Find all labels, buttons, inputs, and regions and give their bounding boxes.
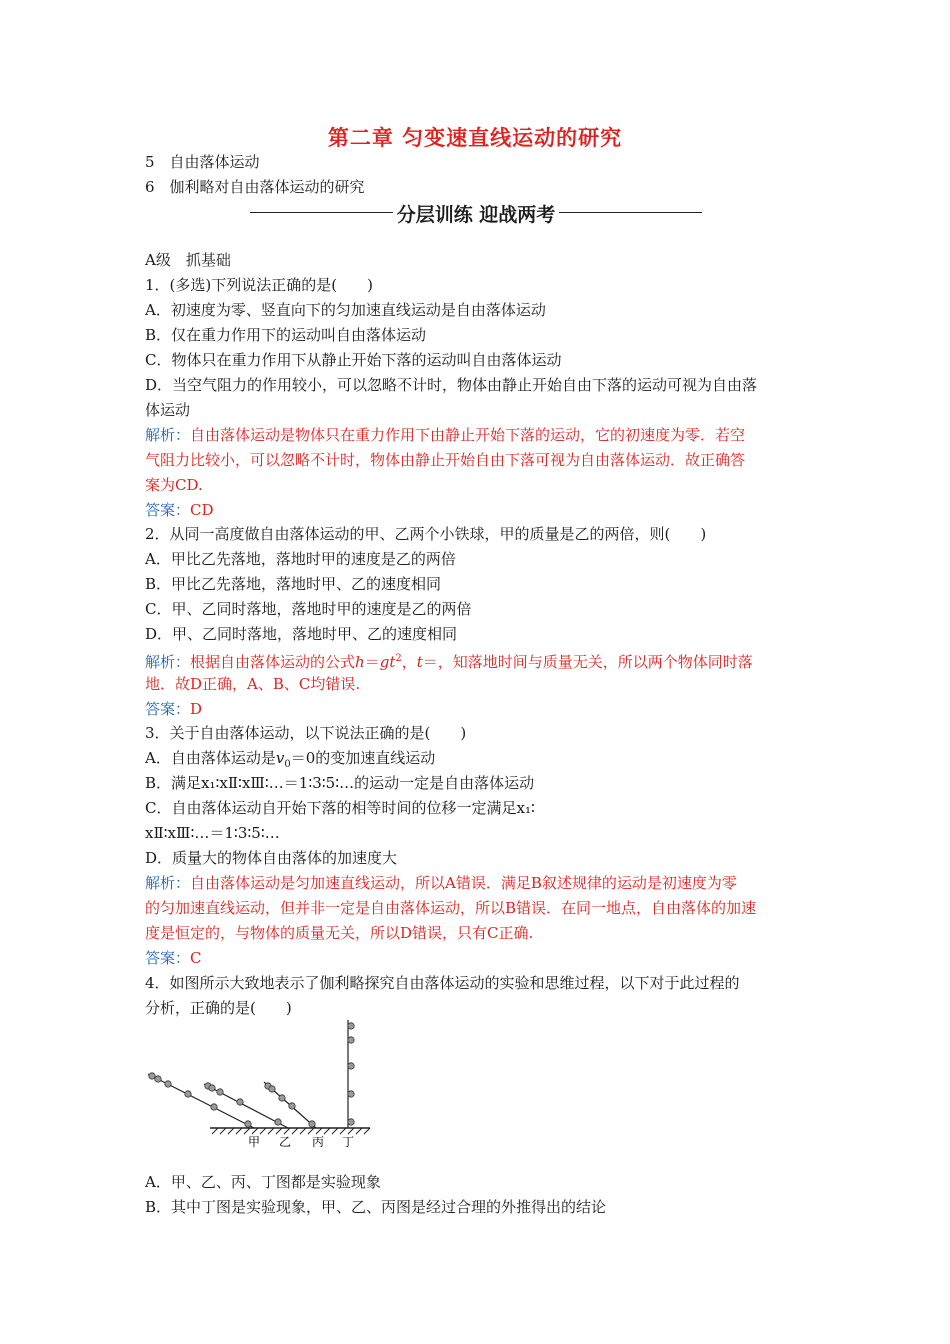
label-yi: 乙	[279, 1135, 292, 1149]
q4-option-b: B．其中丁图是实验现象，甲、乙、丙图是经过合理的外推得出的结论	[145, 1198, 607, 1216]
q2-stem: 2．从同一高度做自由落体运动的甲、乙两个小铁球，甲的质量是乙的两倍，则( )	[145, 525, 707, 543]
practice-banner	[250, 200, 702, 226]
ground-hatching	[212, 1128, 370, 1134]
q1-answer: 答案：CD	[145, 501, 214, 519]
analysis-label: 解析：	[145, 874, 191, 892]
q1-option-c: C．物体只在重力作用下从静止开始下落的运动叫自由落体运动	[145, 351, 562, 369]
q3-analysis-line3: 度是恒定的，与物体的质量无关，所以D错误，只有C正确.	[145, 924, 534, 942]
analysis-label: 解析：	[145, 426, 191, 444]
q1-stem: 1．(多选)下列说法正确的是( )	[145, 276, 373, 294]
q1-option-d-line2: 体运动	[145, 401, 191, 419]
q3-option-a: A．自由落体运动是$v_0=0$的变加速直线运动	[145, 749, 436, 770]
balls	[149, 1023, 354, 1127]
q4-option-a: A．甲、乙、丙、丁图都是实验现象	[145, 1173, 381, 1191]
banner-text: 分层训练 迎战两考	[393, 204, 560, 226]
q3-answer: 答案：C	[145, 949, 202, 967]
q3-option-c-line1: C．自由落体运动自开始下落的相等时间的位移一定满足x₁∶	[145, 799, 535, 817]
chapter-title: 第二章 匀变速直线运动的研究	[327, 125, 623, 150]
q1-analysis-line1: 解析：自由落体运动是物体只在重力作用下由静止开始下落的运动，它的初速度为零．若空	[145, 426, 746, 444]
q3-stem: 3．关于自由落体运动，以下说法正确的是( )	[145, 724, 467, 742]
q1-option-a: A．初速度为零、竖直向下的匀加速直线运动是自由落体运动	[145, 301, 546, 319]
q1-analysis-line3: 案为CD.	[145, 476, 203, 494]
q2-option-d: D．甲、乙同时落地，落地时甲、乙的速度相同	[145, 625, 458, 643]
q4-stem-line2: 分析，正确的是( )	[145, 999, 292, 1017]
level-heading: A级 抓基础	[145, 251, 231, 269]
label-ding: 丁	[342, 1135, 355, 1149]
q2-analysis-line2: 地．故D正确，A、B、C均错误.	[145, 675, 361, 693]
answer-label: 答案：	[145, 949, 191, 967]
q4-stem-line1: 4．如图所示大致地表示了伽利略探究自由落体运动的实验和思维过程，以下对于此过程的	[145, 974, 740, 992]
q3-analysis-line1: 解析：自由落体运动是匀加速直线运动，所以A错误．满足B叙述规律的运动是初速度为零	[145, 874, 737, 892]
section-5-heading: 5 自由落体运动	[145, 153, 260, 171]
q2-option-a: A．甲比乙先落地，落地时甲的速度是乙的两倍	[145, 550, 456, 568]
answer-label: 答案：	[145, 700, 191, 718]
q3-analysis-line2: 的匀加速直线运动，但并非一定是自由落体运动，所以B错误．在同一地点，自由落体的加速	[145, 899, 757, 917]
q2-analysis-line1: 解析：根据自由落体运动的公式$h=gt^2$，t＝，知落地时间与质量无关，所以两个物体同时落	[145, 653, 753, 671]
label-bing: 丙	[312, 1135, 325, 1149]
q3-option-c-line2: xⅡ∶xⅢ∶…＝1∶3∶5∶…	[145, 824, 280, 842]
galileo-incline-figure	[140, 1018, 380, 1153]
q2-option-c: C．甲、乙同时落地，落地时甲的速度是乙的两倍	[145, 600, 472, 618]
q1-analysis-line2: 气阻力比较小，可以忽略不计时，物体由静止开始自由下落可视为自由落体运动．故正确答	[145, 451, 746, 469]
label-jia: 甲	[248, 1135, 261, 1149]
q2-option-b: B．甲比乙先落地，落地时甲、乙的速度相同	[145, 575, 442, 593]
answer-label: 答案：	[145, 501, 191, 519]
q1-option-b: B．仅在重力作用下的运动叫自由落体运动	[145, 326, 427, 344]
q3-option-b: B．满足x₁∶xⅡ∶xⅢ∶…＝1∶3∶5∶…的运动一定是自由落体运动	[145, 774, 535, 792]
q3-option-d: D．质量大的物体自由落体的加速度大	[145, 849, 398, 867]
section-6-heading: 6 伽利略对自由落体运动的研究	[145, 178, 365, 196]
q1-option-d-line1: D．当空气阻力的作用较小，可以忽略不计时，物体由静止开始自由下落的运动可视为自由落	[145, 376, 758, 394]
analysis-label: 解析：	[145, 653, 191, 671]
q2-answer: 答案：D	[145, 700, 203, 718]
